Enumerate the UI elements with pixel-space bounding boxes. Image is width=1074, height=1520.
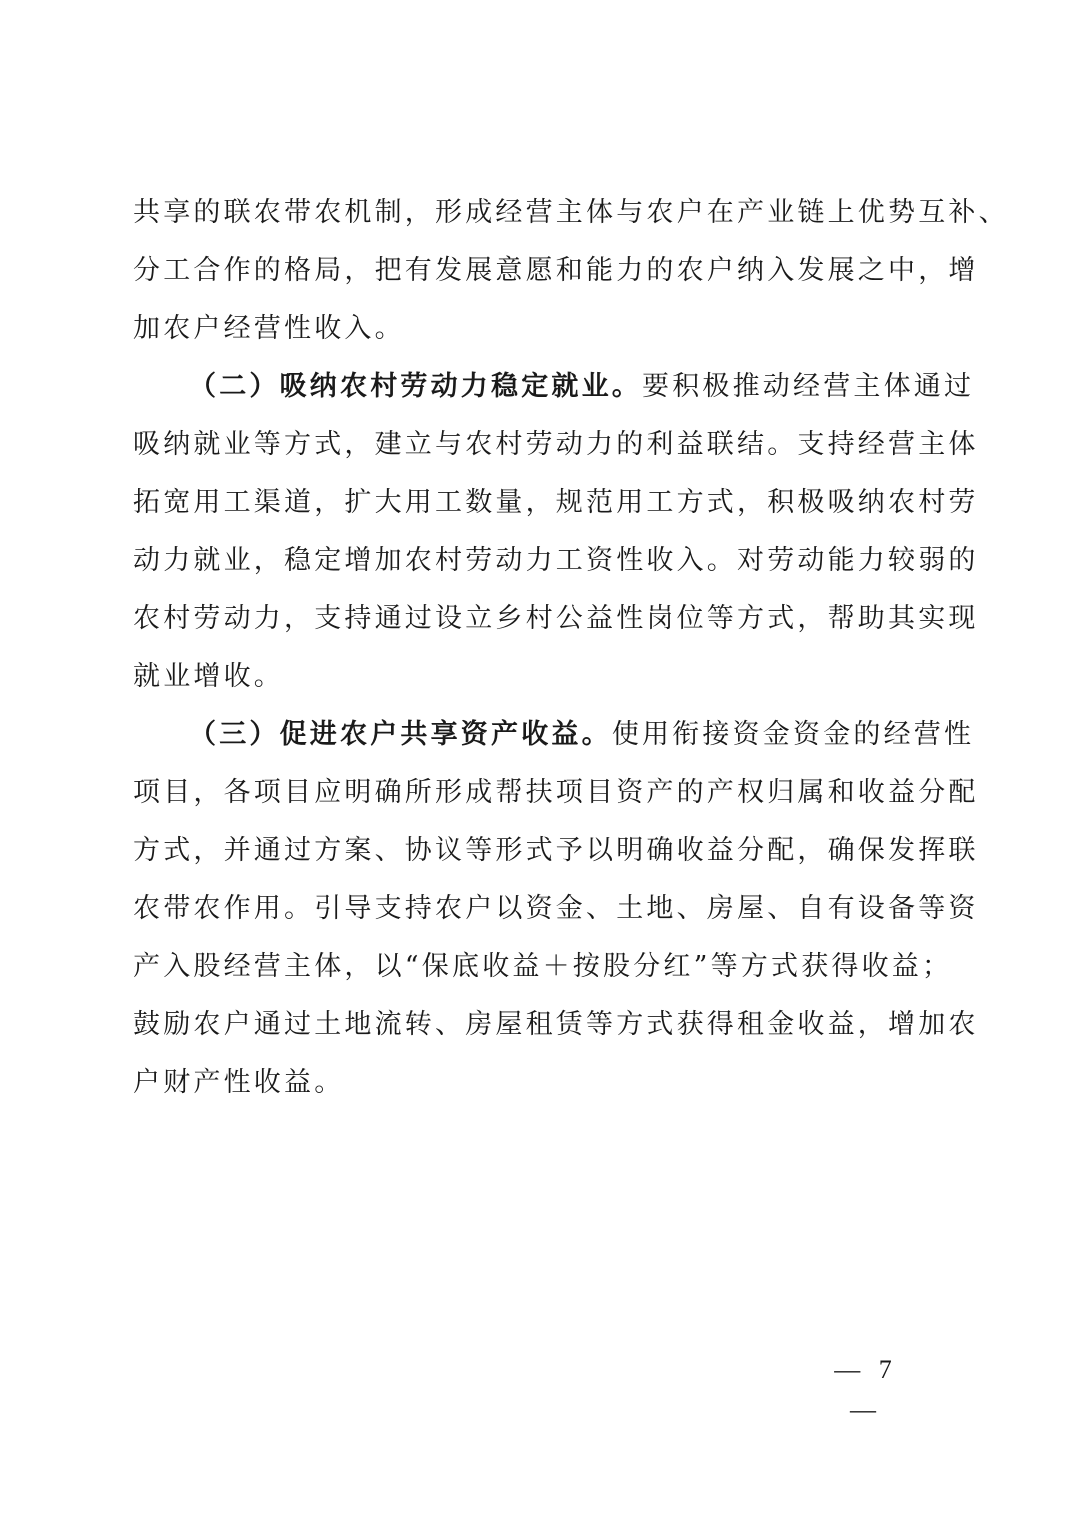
section-2-first-line [133, 358, 975, 416]
text-line: 鼓励农户通过土地流转、房屋租赁等方式获得租金收益，增加农 [133, 1009, 979, 1040]
text-line: 农村劳动力，支持通过设立乡村公益性岗位等方式，帮助其实现 [133, 603, 979, 634]
section-3-first-line [133, 706, 975, 764]
section-2-heading: （二）吸纳农村劳动力稳定就业。 [189, 371, 642, 402]
text-line: 拓宽用工渠道，扩大用工数量，规范用工方式，积极吸纳农村劳 [133, 487, 979, 518]
page-number: — 7 — [834, 1355, 898, 1424]
section-3-heading: （三）促进农户共享资产收益。 [189, 719, 612, 750]
text-line: 方式，并通过方案、协议等形式予以明确收益分配，确保发挥联 [133, 835, 979, 866]
text-line: 动力就业，稳定增加农村劳动力工资性收入。对劳动能力较弱的 [133, 545, 979, 576]
text-line: 户财产性收益。 [133, 1067, 345, 1098]
text-line: 产入股经营主体，以“保底收益＋按股分红”等方式获得收益； [133, 951, 953, 982]
text-line: 分工合作的格局，把有发展意愿和能力的农户纳入发展之中，增 [133, 255, 979, 286]
text-line: 就业增收。 [133, 661, 284, 692]
text-line: 项目，各项目应明确所形成帮扶项目资产的产权归属和收益分配 [133, 777, 979, 808]
text-line: 农带农作用。引导支持农户以资金、土地、房屋、自有设备等资 [133, 893, 979, 924]
document-body [133, 184, 1009, 1112]
text-line: 加农户经营性收入。 [133, 313, 405, 344]
section-3-first-line-text: 使用衔接资金资金的经营性 [611, 719, 975, 750]
text-line: 共享的联农带农机制，形成经营主体与农户在产业链上优势互补、 [133, 197, 1009, 228]
section-2-first-line-text: 要积极推动经营主体通过 [642, 371, 975, 402]
text-line: 吸纳就业等方式，建立与农村劳动力的利益联结。支持经营主体 [133, 429, 979, 460]
